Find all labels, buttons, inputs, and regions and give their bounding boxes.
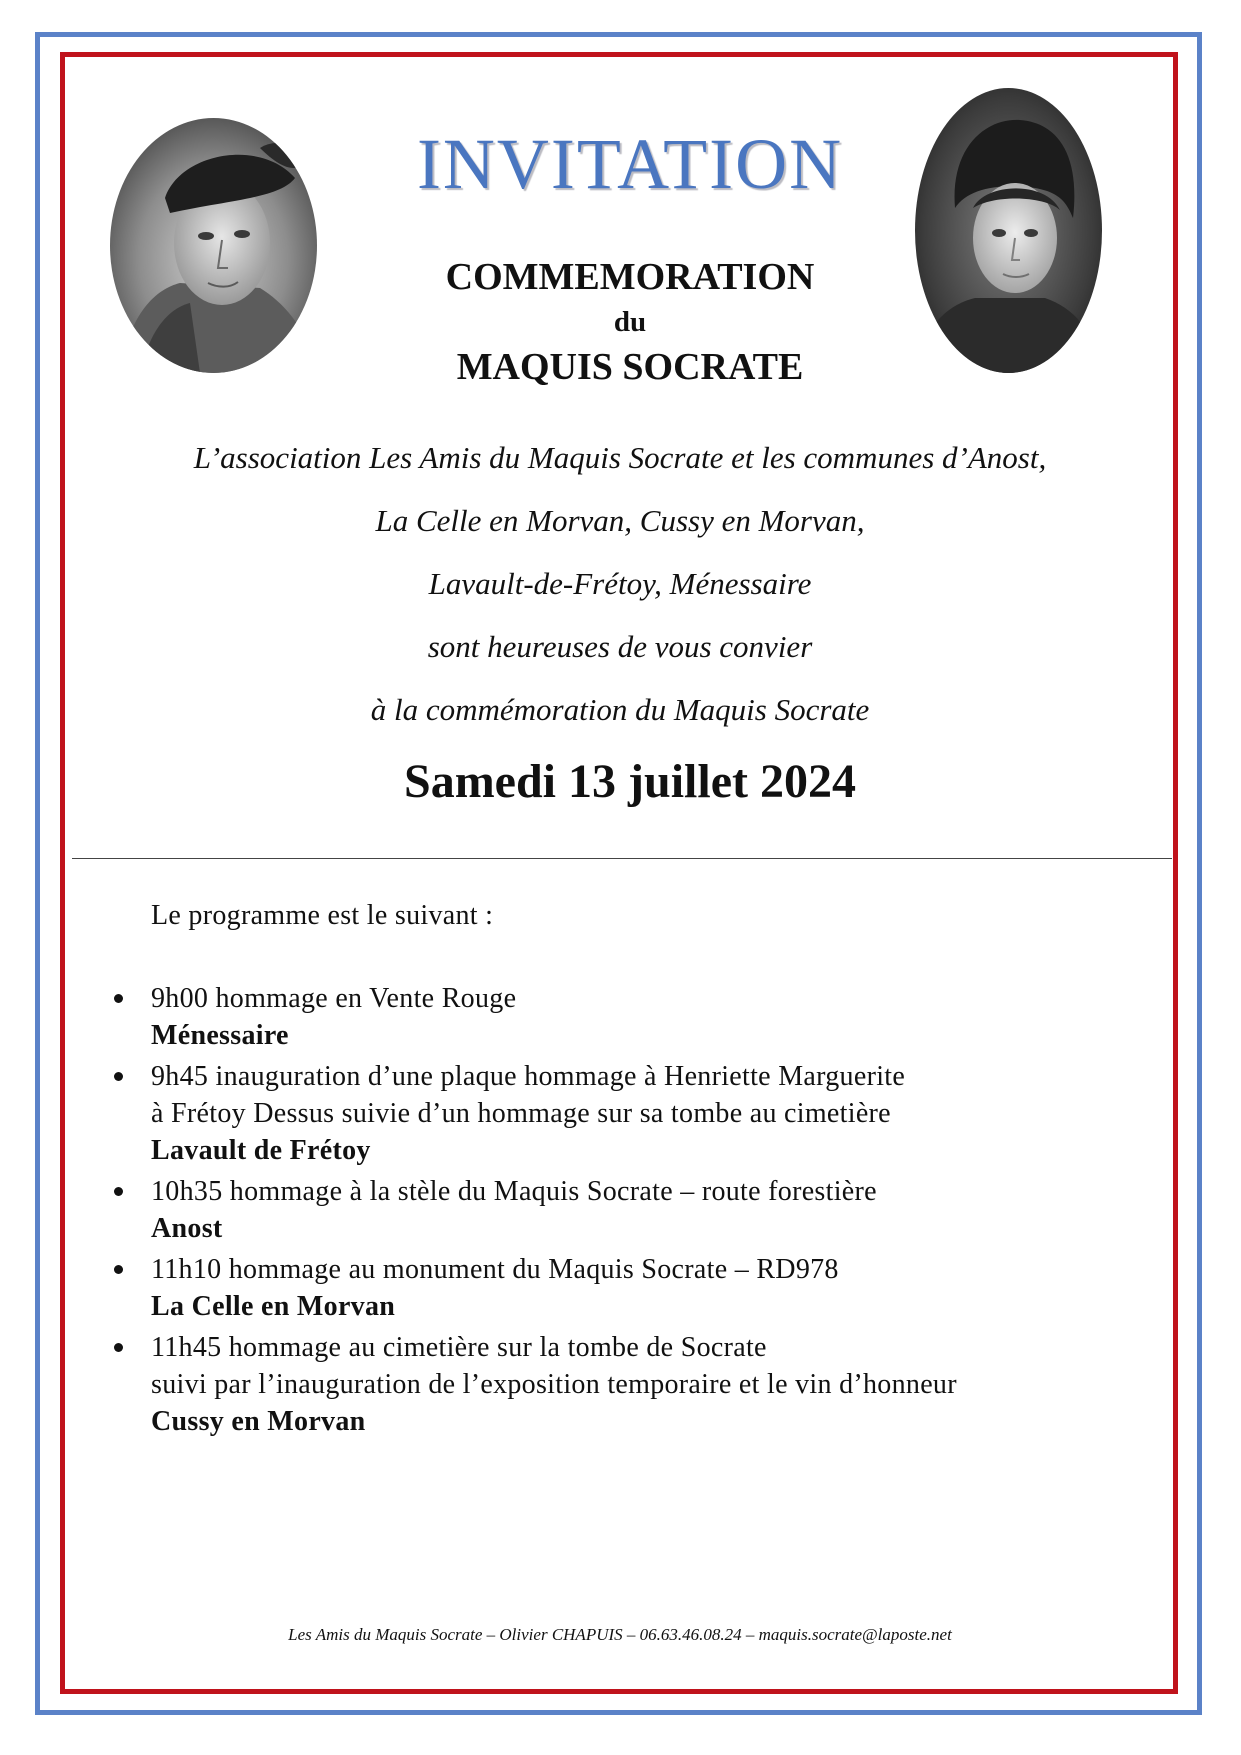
program-item-place: Ménessaire bbox=[151, 1020, 289, 1051]
invitation-title: INVITATION bbox=[416, 124, 844, 204]
intro-line: à la commémoration du Maquis Socrate bbox=[370, 692, 870, 727]
program-item bbox=[112, 1251, 1112, 1325]
program-item-text: 9h00 hommage en Vente Rouge bbox=[151, 983, 517, 1014]
event-date: Samedi 13 juillet 2024 bbox=[404, 755, 856, 808]
program-item-text: 9h45 inauguration d’une plaque hommage à Henriette Marguerite bbox=[151, 1061, 906, 1092]
horizontal-divider bbox=[72, 858, 1172, 859]
portrait-man-image bbox=[110, 118, 317, 373]
program-item-text: à Frétoy Dessus suivie d’un hommage sur sa tombe au cimetière bbox=[151, 1098, 891, 1129]
intro-line: sont heureuses de vous convier bbox=[427, 629, 813, 664]
bullet-icon bbox=[114, 1187, 123, 1196]
program-item-text: 11h10 hommage au monument du Maquis Socrate – RD978 bbox=[151, 1254, 839, 1285]
bullet-icon bbox=[114, 994, 123, 1003]
program-item bbox=[112, 1329, 1112, 1440]
program-item bbox=[112, 980, 1112, 1054]
program-list bbox=[112, 980, 1112, 1444]
program-item-text: 10h35 hommage à la stèle du Maquis Socrate – route forestière bbox=[151, 1176, 877, 1207]
bullet-icon bbox=[114, 1072, 123, 1081]
program-item-place: Anost bbox=[151, 1213, 223, 1244]
program-item-place: Cussy en Morvan bbox=[151, 1406, 366, 1437]
program-item-text: 11h45 hommage au cimetière sur la tombe de Socrate bbox=[151, 1332, 767, 1363]
du-heading: du bbox=[613, 306, 647, 338]
program-intro: Le programme est le suivant : bbox=[151, 900, 494, 931]
program-item bbox=[112, 1173, 1112, 1247]
maquis-socrate-heading: MAQUIS SOCRATE bbox=[456, 346, 804, 388]
program-item-text: suivi par l’inauguration de l’exposition temporaire et le vin d’honneur bbox=[151, 1369, 957, 1400]
intro-line: L’association Les Amis du Maquis Socrate et les communes d’Anost, bbox=[193, 440, 1047, 475]
footer-contact: Les Amis du Maquis Socrate – Olivier CHAPUIS – 06.63.46.08.24 – maquis.socrate@laposte.net bbox=[288, 1625, 952, 1644]
commemoration-heading: COMMEMORATION bbox=[445, 256, 815, 298]
bullet-icon bbox=[114, 1343, 123, 1352]
intro-line: La Celle en Morvan, Cussy en Morvan, bbox=[375, 503, 865, 538]
invitation-intro bbox=[100, 432, 1140, 747]
program-item-place: Lavault de Frétoy bbox=[151, 1135, 371, 1166]
portrait-woman-image bbox=[915, 88, 1102, 373]
intro-line: Lavault-de-Frétoy, Ménessaire bbox=[428, 566, 812, 601]
program-item-place: La Celle en Morvan bbox=[151, 1291, 396, 1322]
program-item bbox=[112, 1058, 1112, 1169]
bullet-icon bbox=[114, 1265, 123, 1274]
